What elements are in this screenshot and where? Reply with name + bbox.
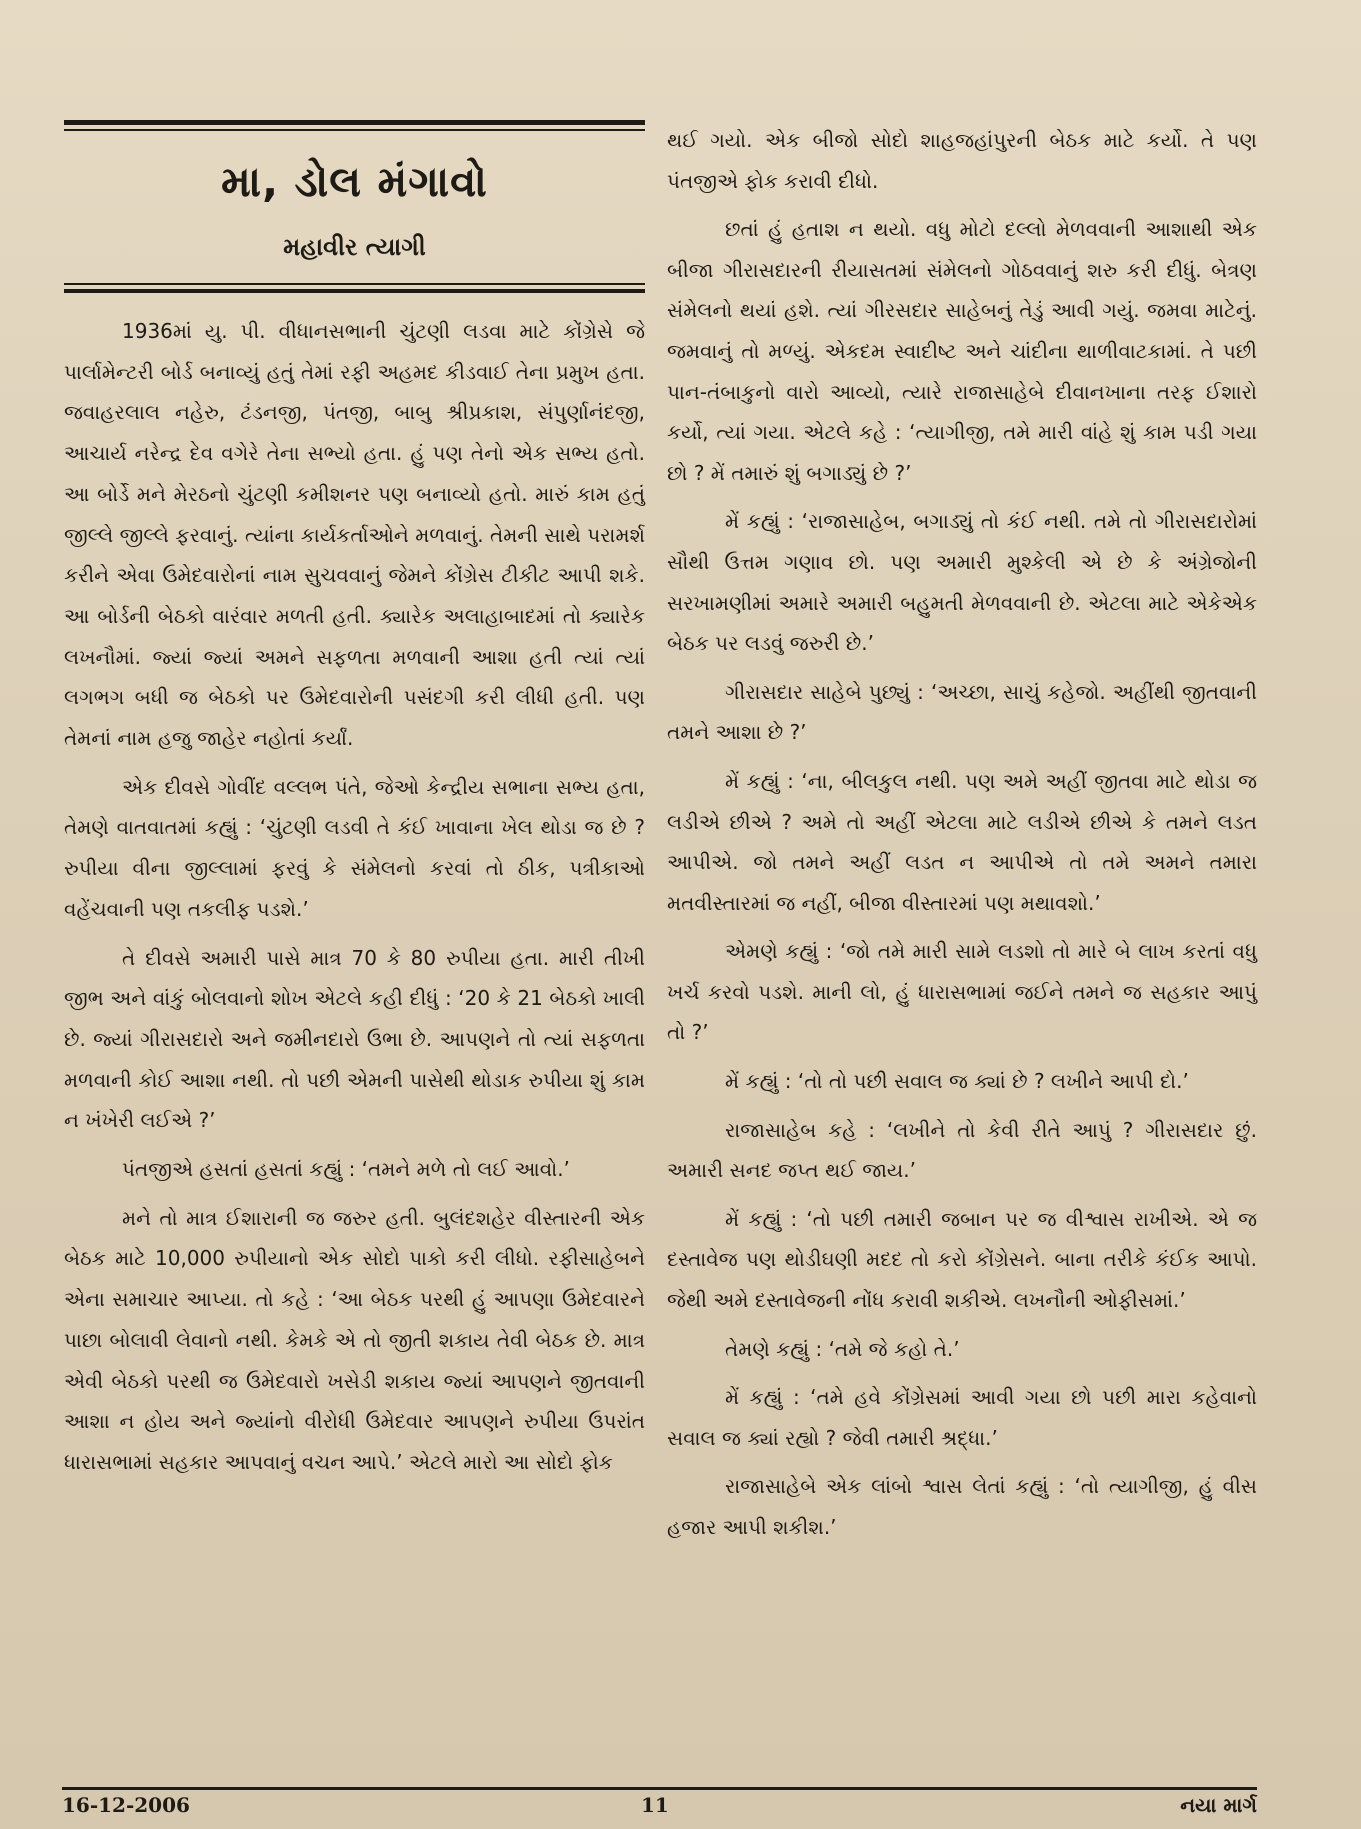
paragraph-continued: થઈ ગયો. એક બીજો સોદો શાહજહાંપુરની બેઠક માટે કર્યો. તે પણ પંતજીએ ફોક કરાવી દીધો.	[667, 128, 1257, 193]
paragraph: મને તો માત્ર ઈશારાની જ જરુર હતી. બુલંદશહેર વીસ્તારની એક બેઠક માટે 10,000 રુપીયાનો એક સોદો પાકો કરી લીધો. રફીસાહેબને એના સમાચાર આપ્યા. તો કહે : ‘આ બેઠક પરથી હું આપણા ઉમેદવારને પાછા બોલાવી લેવાનો નથી. કેમકે એ તો જીતી શકાય તેવી બેઠક છે. માત્ર એવી બેઠકો પરથી જ ઉમેદવારો ખસેડી શકાય જ્યાં આપણને જીતવાની આશા ન હોય અને જ્યાંનો વીરોધી ઉમેદવાર આપણને રુપીયા ઉપરાંત ધારાસભામાં સહકાર આપવાનું વચન આપે.’ એટલે મારો આ સોદો ફોક	[64, 1205, 645, 1474]
paragraph: એક દીવસે ગોવીંદ વલ્લભ પંતે, જેઓ કેન્દ્રીય સભાના સભ્ય હતા, તેમણે વાતવાતમાં કહ્યું : ‘ચુંટણી લડવી તે કંઈ ખાવાના ખેલ થોડા જ છે ? રુપીયા વીના જીલ્લામાં ફરવું કે સંમેલનો કરવાં તો ઠીક, પત્રીકાઓ વહેંચવાની પણ તકલીફ પડશે.’	[64, 774, 645, 921]
paragraph: મેં કહ્યું : ‘રાજાસાહેબ, બગાડ્યું તો કંઈ નથી. તમે તો ગીરાસદારોમાં સૌથી ઉત્તમ ગણાવ છો. પણ અમારી મુશ્કેલી એ છે કે અંગ્રેજોની સરખામણીમાં અમારે અમારી બહુમતી મેળવવાની છે. એટલા માટે એકેએક બેઠક પર લડવું જરુરી છે.’	[667, 509, 1257, 656]
paragraph: મેં કહ્યું : ‘તો તો પછી સવાલ જ ક્યાં છે ? લખીને આપી દો.’	[725, 1069, 1189, 1094]
paragraph: તે દીવસે અમારી પાસે માત્ર 70 કે 80 રુપીયા હતા. મારી તીખી જીભ અને વાંકું બોલવાનો શોખ એટલે કહી દીધું : ‘20 કે 21 બેઠકો ખાલી છે. જ્યાં ગીરાસદારો અને જમીનદારો ઉભા છે. આપણને તો ત્યાં સફળતા મળવાની કોઈ આશા નથી. તો પછી એમની પાસેથી થોડાક રુપીયા શું કામ ન ખંખેરી લઈએ ?’	[64, 945, 645, 1133]
magazine-name: નયા માર્ગ	[1180, 1793, 1257, 1817]
header-bottom-rule	[64, 289, 645, 293]
paragraph: પંતજીએ હસતાં હસતાં કહ્યું : ‘તમને મળે તો લઈ આવો.’	[122, 1157, 570, 1182]
paragraph: મેં કહ્યું : ‘તમે હવે કોંગ્રેસમાં આવી ગયા છો પછી મારા કહેવાનો સવાલ જ ક્યાં રહ્યો ? જેવી તમારી શ્રદ્ધા.’	[667, 1385, 1257, 1450]
paragraph: મેં કહ્યું : ‘તો પછી તમારી જબાન પર જ વીશ્વાસ રાખીએ. એ જ દસ્તાવેજ પણ થોડીઘણી મદદ તો કરો કોંગ્રેસને. બાના તરીકે કંઈક આપો. જેથી અમે દસ્તાવેજની નોંધ કરાવી શકીએ. લખનૌની ઓફીસમાં.’	[667, 1206, 1257, 1313]
footer-rule	[62, 1787, 1257, 1790]
title-top-rule-thin	[64, 129, 645, 131]
paragraph: રાજાસાહેબ કહે : ‘લખીને તો કેવી રીતે આપું ? ગીરાસદાર છું. અમારી સનદ જપ્ત થઈ જાય.’	[667, 1117, 1257, 1183]
article-title: મા, ડોલ મંગાવો	[221, 157, 488, 206]
title-top-rule	[64, 120, 645, 125]
header-bottom-rule-thin	[64, 283, 645, 285]
left-column	[64, 120, 645, 1491]
paragraph: રાજાસાહેબે એક લાંબો શ્વાસ લેતાં કહ્યું : ‘તો ત્યાગીજી, હું વીસ હજાર આપી શકીશ.’	[667, 1474, 1257, 1539]
paragraph: 1936માં યુ. પી. વીધાનસભાની ચુંટણી લડવા માટે કોંગ્રેસે જે પાર્લામેન્ટરી બોર્ડ બનાવ્યું હતું તેમાં રફી અહમદ કીડવાઈ તેના પ્રમુખ હતા. જવાહરલાલ નહેરુ, ટંડનજી, પંતજી, બાબુ શ્રીપ્રકાશ, સંપુર્ણાનંદજી, આચાર્ય નરેન્દ્ર દેવ વગેરે તેના સભ્યો હતા. હું પણ તેનો એક સભ્ય હતો. આ બોર્ડે મને મેરઠનો ચુંટણી કમીશનર પણ બનાવ્યો હતો. મારું કામ હતું જીલ્લે જીલ્લે ફરવાનું. ત્યાંના કાર્યકર્તાઓને મળવાનું. તેમની સાથે પરામર્શ કરીને એવા ઉમેદવારોનાં નામ સુચવવાનું જેમને કોંગ્રેસ ટીકીટ આપી શકે. આ બોર્ડની બેઠકો વારંવાર મળતી હતી. ક્યારેક અલાહાબાદમાં તો ક્યારેક લખનૌમાં. જ્યાં જ્યાં અમને સફળતા મળવાની આશા હતી ત્યાં ત્યાં લગભગ બધી જ બેઠકો પર ઉમેદવારોની પસંદગી કરી લીધી હતી. પણ તેમનાં નામ હજુ જાહેર નહોતાં કર્યાં.	[64, 319, 645, 751]
paragraph: ગીરાસદાર સાહેબે પુછ્યું : ‘અચ્છા, સાચું કહેજો. અહીંથી જીતવાની તમને આશા છે ?’	[667, 679, 1257, 745]
page-number: 11	[641, 1793, 669, 1817]
paragraph: તેમણે કહ્યું : ‘તમે જે કહો તે.’	[725, 1336, 960, 1361]
paragraph: મેં કહ્યું : ‘ના, બીલકુલ નથી. પણ અમે અહીં જીતવા માટે થોડા જ લડીએ છીએ ? અમે તો અહીં એટલા માટે લડીએ છીએ કે તમને લડત આપીએ. જો તમને અહીં લડત ન આપીએ તો તમે અમને તમારા મતવીસ્તારમાં જ નહીં, બીજા વીસ્તારમાં પણ મથાવશો.’	[667, 768, 1257, 915]
paragraph: એમણે કહ્યું : ‘જો તમે મારી સામે લડશો તો મારે બે લાખ કરતાં વધુ ખર્ચ કરવો પડશે. માની લો, હું ધારાસભામાં જઈને તમને જ સહકાર આપું તો ?’	[667, 939, 1257, 1045]
footer-date: 16-12-2006	[62, 1793, 190, 1817]
article-author: મહાવીર ત્યાગી	[283, 233, 426, 261]
right-column	[667, 120, 1257, 1556]
paragraph: છતાં હું હતાશ ન થયો. વધુ મોટો દલ્લો મેળવવાની આશાથી એક બીજા ગીરાસદારની રીયાસતમાં સંમેલનો ગોઠવવાનું શરુ કરી દીધું. બેત્રણ સંમેલનો થયાં હશે. ત્યાં ગીરસદાર સાહેબનું તેડું આવી ગયું. જમવા માટેનું. જમવાનું તો મળ્યું. એકદમ સ્વાદીષ્ટ અને ચાંદીના થાળીવાટકામાં. તે પછી પાન-તંબાકુનો વારો આવ્યો, ત્યારે રાજાસાહેબે દીવાનખાના તરફ ઈશારો કર્યો, ત્યાં ગયા. એટલે કહે : ‘ત્યાગીજી, તમે મારી વાંહે શું કામ પડી ગયા છો ? મેં તમારું શું બગાડ્યું છે ?’	[667, 217, 1257, 485]
